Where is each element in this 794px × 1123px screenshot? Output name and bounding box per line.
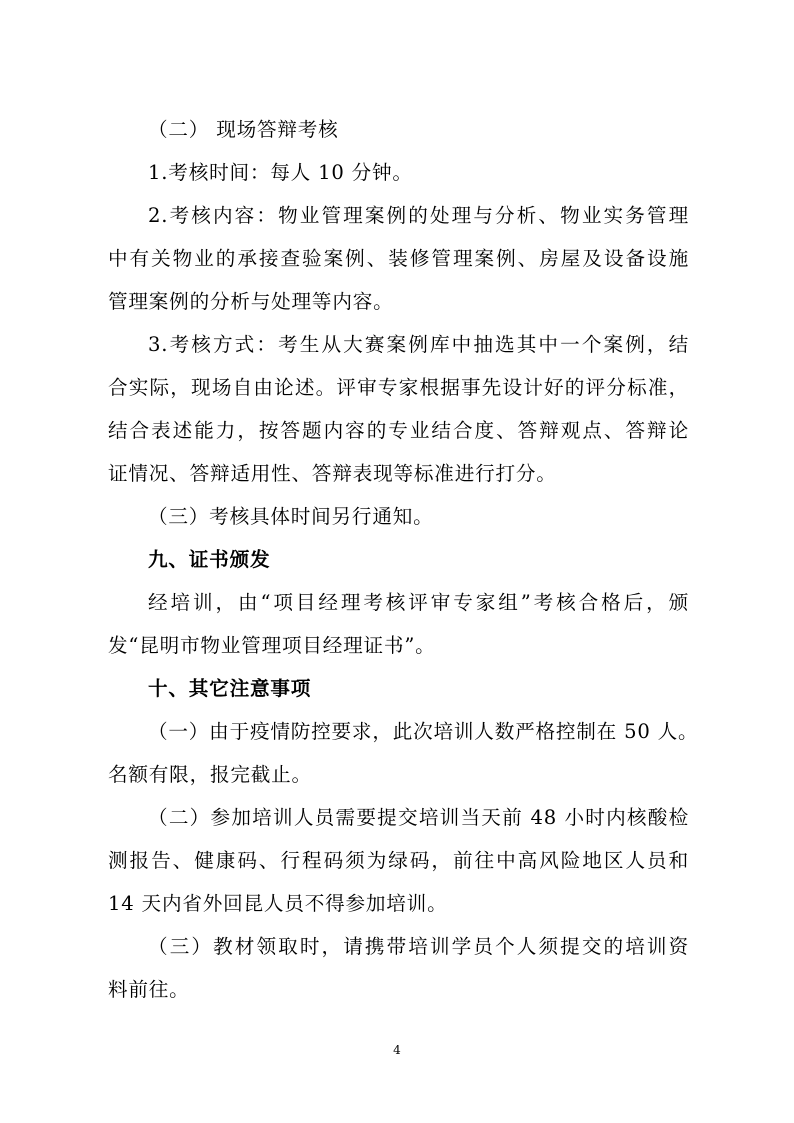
section-10-p2-line-3: 14 天内省外回昆人员不得参加培训。 [108,892,448,915]
item-3-line-3: 结合表述能力，按答题内容的专业结合度、答辩观点、答辩论 [108,419,689,442]
section-9-line-2: 发“昆明市物业管理项目经理证书”。 [108,634,436,657]
section-10-p2-line-1: （二）参加培训人员需要提交培训当天前 48 小时内核酸检 [148,806,689,829]
item-2-line-2: 中有关物业的承接查验案例、装修管理案例、房屋及设备设施 [108,247,689,270]
section-10-p1-line-2: 名额有限，报完截止。 [108,763,312,786]
section-10-heading: 十、其它注意事项 [148,677,312,700]
item-3-line-2: 合实际，现场自由论述。评审专家根据事先设计好的评分标准， [108,376,689,399]
item-2-line-1: 2.考核内容：物业管理案例的处理与分析、物业实务管理 [148,204,689,227]
section-9-heading: 九、证书颁发 [148,548,271,571]
item-3-line-1: 3.考核方式：考生从大赛案例库中抽选其中一个案例，结 [148,333,689,356]
item-3-line-4: 证情况、答辩适用性、答辩表现等标准进行打分。 [108,462,557,485]
section-10-p1-line-1: （一）由于疫情防控要求，此次培训人数严格控制在 50 人。 [148,720,699,743]
subsection-2-title: （二） 现场答辩考核 [148,118,339,141]
page-number: 4 [393,1043,401,1057]
item-2-line-3: 管理案例的分析与处理等内容。 [108,290,394,313]
section-10-p3-line-1: （三）教材领取时，请携带培训学员个人须提交的培训资 [148,935,689,958]
section-10-p3-line-2: 料前往。 [108,978,190,1001]
section-10-p2-line-2: 测报告、健康码、行程码须为绿码，前往中高风险地区人员和 [108,849,689,872]
item-1-exam-time: 1.考核时间：每人 10 分钟。 [148,161,413,184]
subsection-3-notice: （三）考核具体时间另行通知。 [148,505,434,528]
section-9-line-1: 经培训，由“项目经理考核评审专家组”考核合格后，颁 [148,591,689,614]
